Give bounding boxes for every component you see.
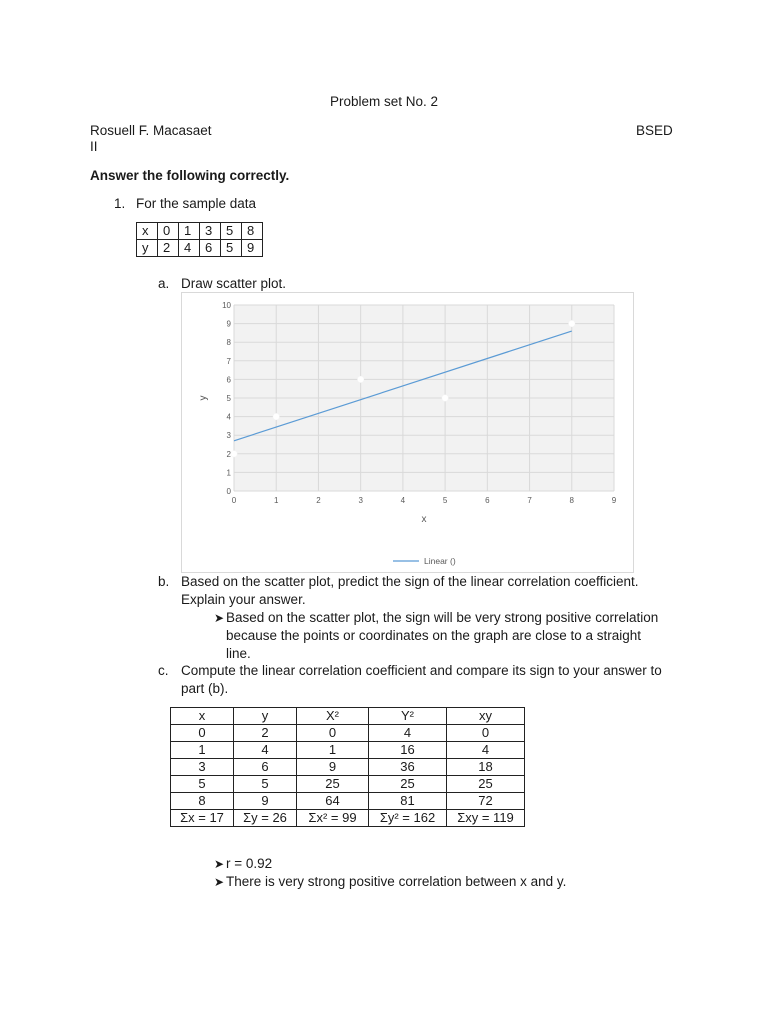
table-cell: x (137, 223, 158, 240)
table-row (171, 759, 525, 776)
table-cell: 0 (447, 725, 525, 742)
computation-table (170, 707, 525, 827)
r-value-answer: r = 0.92 (226, 856, 273, 871)
table-cell: 3 (171, 759, 234, 776)
y-tick-label: 7 (226, 356, 231, 366)
table-cell: 16 (369, 742, 447, 759)
y-tick-label: 8 (226, 338, 231, 348)
conclusion-answer: There is very strong positive correlation between x and y. (226, 874, 567, 889)
course-label: BSED (636, 123, 673, 138)
y-tick-label: 2 (226, 449, 231, 459)
part-b-line1: Based on the scatter plot, predict the sign of the linear correlation coefficient. (181, 574, 639, 589)
page-title: Problem set No. 2 (330, 94, 439, 109)
table-cell: 5 (234, 776, 297, 793)
data-point (569, 320, 575, 326)
y-tick-label: 0 (226, 487, 231, 496)
x-tick-label: 0 (231, 496, 237, 505)
x-tick-label: 1 (273, 496, 279, 505)
total-cell: Σx² = 99 (297, 810, 369, 827)
scatter-chart-frame (181, 292, 634, 573)
sample-data-table (136, 222, 263, 257)
arrow-bullet-icon: ➤ (214, 611, 225, 625)
arrow-bullet-icon: ➤ (214, 857, 225, 871)
table-cell: 1 (297, 742, 369, 759)
table-cell: 36 (369, 759, 447, 776)
scatter-chart (182, 293, 633, 572)
table-cell: 9 (242, 240, 263, 257)
table-cell: 5 (171, 776, 234, 793)
y-tick-label: 6 (226, 375, 231, 385)
question-number: 1. (114, 196, 126, 211)
table-cell: 25 (369, 776, 447, 793)
question-prompt: For the sample data (136, 196, 257, 211)
part-b-answer-line1: Based on the scatter plot, the sign will be very strong positive correlation (226, 610, 659, 625)
header-cell: Y² (369, 708, 447, 725)
part-b-line2: Explain your answer. (181, 592, 306, 607)
arrow-bullet-icon: ➤ (214, 875, 225, 889)
header-cell: x (171, 708, 234, 725)
part-c-line2: part (b). (181, 681, 229, 696)
table-cell: 6 (234, 759, 297, 776)
table-row (171, 742, 525, 759)
total-cell: Σy² = 162 (369, 810, 447, 827)
table-cell: 4 (369, 725, 447, 742)
part-b-answer-line2: because the points or coordinates on the graph are close to a straight (226, 628, 642, 643)
table-cell: 5 (221, 223, 242, 240)
y-axis-label: y (198, 395, 209, 401)
table-cell: 72 (447, 793, 525, 810)
x-tick-label: 2 (316, 496, 321, 505)
y-tick-label: 3 (226, 431, 231, 441)
y-tick-label: 9 (226, 319, 231, 329)
data-point (273, 413, 279, 419)
part-b-answer-line3: line. (226, 646, 251, 661)
table-cell: 81 (369, 793, 447, 810)
table-cell: 1 (179, 223, 200, 240)
table-cell: 2 (158, 240, 179, 257)
table-totals-row (171, 810, 525, 827)
data-point (357, 376, 363, 382)
header-cell: y (234, 708, 297, 725)
y-tick-label: 4 (226, 412, 231, 422)
table-cell: 6 (200, 240, 221, 257)
table-cell: 1 (171, 742, 234, 759)
data-point (231, 451, 237, 457)
x-tick-label: 6 (485, 496, 490, 505)
table-cell: 4 (234, 742, 297, 759)
table-cell: 0 (158, 223, 179, 240)
table-cell: 2 (234, 725, 297, 742)
table-row (137, 240, 263, 257)
x-tick-label: 5 (442, 496, 448, 505)
year-label: II (90, 139, 98, 154)
author-name: Rosuell F. Macasaet (90, 123, 212, 138)
part-b-letter: b. (158, 574, 170, 589)
table-row (171, 793, 525, 810)
y-tick-label: 5 (226, 394, 231, 403)
table-cell: 3 (200, 223, 221, 240)
table-cell: 0 (171, 725, 234, 742)
table-row (171, 776, 525, 793)
part-c-letter: c. (158, 663, 169, 678)
table-cell: 25 (447, 776, 525, 793)
table-cell: 9 (234, 793, 297, 810)
x-tick-label: 4 (400, 496, 406, 505)
total-cell: Σy = 26 (234, 810, 297, 827)
y-tick-label: 1 (226, 468, 231, 478)
table-cell: 8 (171, 793, 234, 810)
x-tick-label: 3 (358, 496, 363, 505)
x-tick-label: 8 (569, 496, 575, 505)
part-c-line1: Compute the linear correlation coefficient and compare its sign to your answer to (181, 663, 662, 678)
total-cell: Σxy = 119 (447, 810, 525, 827)
table-cell: 5 (221, 240, 242, 257)
x-axis-label: x (421, 514, 427, 525)
table-row (137, 223, 263, 240)
y-tick-label: 10 (222, 301, 231, 310)
instructions: Answer the following correctly. (90, 168, 290, 183)
x-tick-label: 7 (527, 496, 532, 505)
table-header-row (171, 708, 525, 725)
data-point (442, 395, 448, 401)
legend-label: Linear () (424, 556, 456, 566)
table-cell: y (137, 240, 158, 257)
part-a-letter: a. (158, 276, 170, 291)
table-cell: 0 (297, 725, 369, 742)
total-cell: Σx = 17 (171, 810, 234, 827)
table-cell: 4 (179, 240, 200, 257)
table-cell: 8 (242, 223, 263, 240)
table-cell: 4 (447, 742, 525, 759)
x-tick-label: 9 (611, 496, 617, 505)
table-row (171, 725, 525, 742)
part-a-text: Draw scatter plot. (181, 276, 287, 291)
table-cell: 18 (447, 759, 525, 776)
header-cell: X² (297, 708, 369, 725)
header-cell: xy (447, 708, 525, 725)
table-cell: 25 (297, 776, 369, 793)
table-cell: 64 (297, 793, 369, 810)
table-cell: 9 (297, 759, 369, 776)
